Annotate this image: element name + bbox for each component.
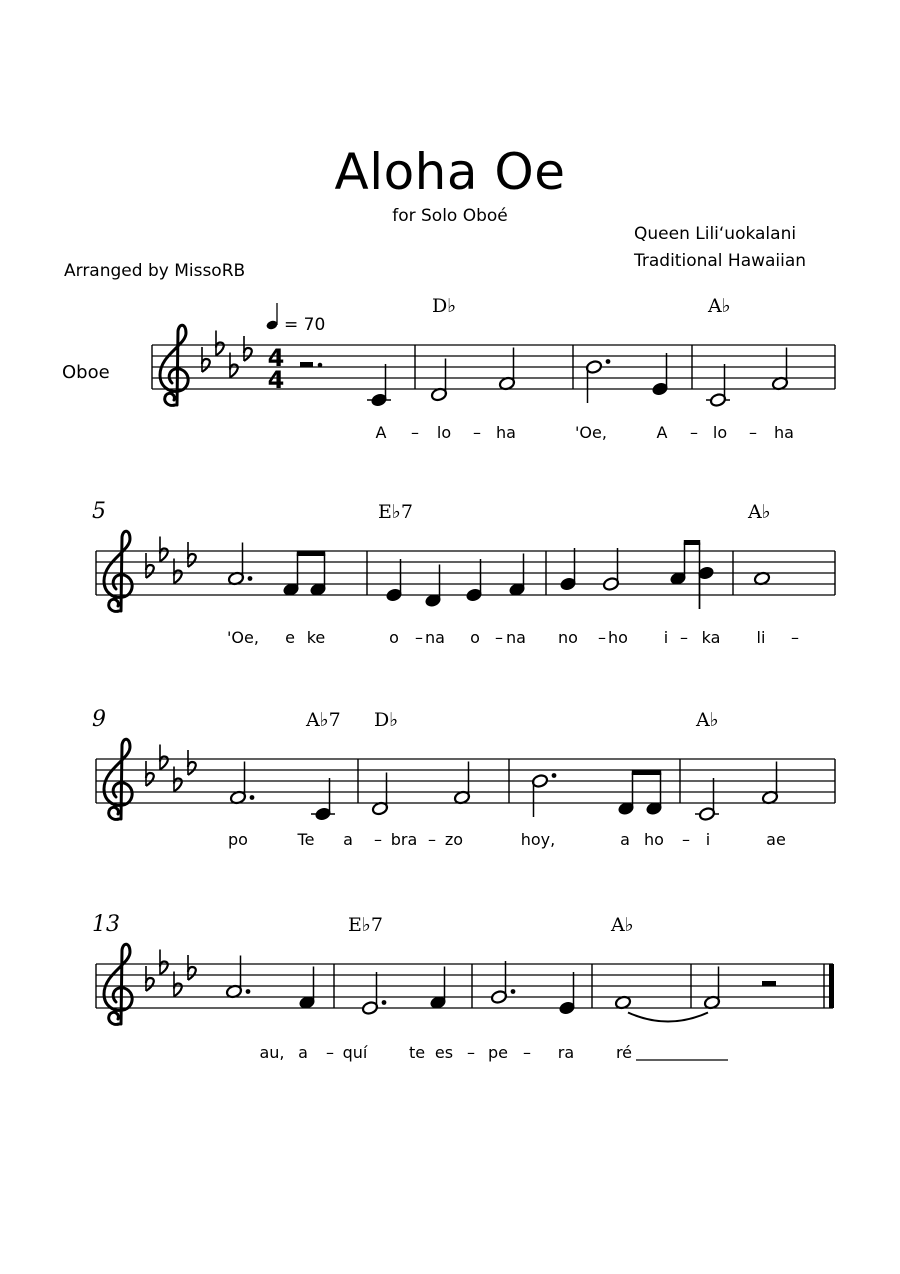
lyric-syllable: Te [297, 830, 315, 849]
lyric-syllable: i [663, 628, 669, 647]
lyric-syllable: a [298, 1043, 308, 1062]
flat-bowl [146, 773, 154, 786]
measure-number: 5 [92, 499, 106, 524]
lyric-syllable: – [523, 1043, 531, 1062]
measure-number: 13 [92, 912, 120, 937]
chord-symbol: A♭ [696, 709, 719, 731]
lyric-syllable: hoy, [520, 830, 556, 849]
lyric-syllable: quí [342, 1043, 368, 1062]
lyric-syllable: po [228, 830, 248, 849]
lyric-syllable: ae [766, 830, 786, 849]
lyric-syllable: – [326, 1043, 334, 1062]
flat-icon [216, 331, 224, 356]
lyric-syllable: lo [712, 423, 728, 442]
treble-clef-icon [160, 325, 188, 405]
flat-icon [202, 347, 210, 372]
lyric-syllable: ha [774, 423, 794, 442]
lyric-syllable: – [495, 628, 503, 647]
lyric-syllable: – [467, 1043, 475, 1062]
flat-bowl [202, 359, 210, 372]
lyric-syllable: – [791, 628, 799, 647]
treble-clef-stroke [160, 325, 188, 405]
tempo-marking [265, 303, 278, 331]
tie [628, 1013, 708, 1022]
arranger-credit: Arranged by MissoRB [64, 261, 246, 281]
lyric-syllable: 'Oe, [575, 423, 607, 442]
composer-line-2: Traditional Hawaiian [634, 251, 807, 271]
flat-icon [188, 750, 196, 775]
treble-clef-stroke [104, 531, 132, 611]
page-title: Aloha Oe [334, 143, 566, 201]
rest-icon [762, 981, 776, 986]
lyric-syllable: no [558, 628, 578, 647]
lyric-syllable: o [389, 628, 399, 647]
lyric-syllable: li [756, 628, 766, 647]
lyric-syllable: ke [306, 628, 326, 647]
flat-bowl [188, 967, 196, 980]
augmentation-dot [382, 1000, 387, 1005]
lyric-syllable: ha [496, 423, 516, 442]
lyric-syllable: lo [436, 423, 452, 442]
flat-icon [188, 955, 196, 980]
chord-symbol: A♭ [611, 914, 634, 936]
lyric-syllable: i [705, 830, 711, 849]
chord-symbol: E♭7 [378, 501, 413, 523]
composer-line-1: Queen Lili‘uokalani [634, 224, 797, 244]
flat-bowl [188, 762, 196, 775]
lyric-syllable: – [682, 830, 690, 849]
augmentation-dot [511, 989, 516, 994]
chord-symbol: A♭7 [306, 709, 341, 731]
measure-number: 9 [92, 707, 106, 732]
lyric-syllable: o [470, 628, 480, 647]
treble-clef-stroke [104, 944, 132, 1024]
flat-icon [146, 761, 154, 786]
lyric-syllable: ra [557, 1043, 575, 1062]
chord-symbol: D♭ [432, 295, 457, 317]
chord-symbol: D♭ [374, 709, 399, 731]
flat-icon [244, 336, 252, 361]
augmentation-dot [246, 989, 251, 994]
lyric-syllable: – [473, 423, 481, 442]
subtitle: for Solo Oboé [392, 206, 508, 226]
flat-bowl [146, 565, 154, 578]
lyric-syllable: a [343, 830, 353, 849]
flat-icon [160, 950, 168, 975]
flat-icon [160, 745, 168, 770]
augmentation-dot [606, 359, 611, 364]
lyric-syllable: A [375, 423, 387, 442]
lyric-syllable: A [656, 423, 668, 442]
treble-clef-icon [104, 944, 132, 1024]
chord-symbol: A♭ [708, 295, 731, 317]
treble-clef-icon [104, 531, 132, 611]
instrument-label: Oboe [62, 362, 110, 383]
flat-bowl [244, 348, 252, 361]
lyric-syllable: – [690, 423, 698, 442]
lyric-syllable: na [425, 628, 445, 647]
final-barline-icon [829, 964, 834, 1008]
time-signature-numerator: 4 [267, 344, 285, 372]
lyric-syllable: 'Oe, [227, 628, 259, 647]
lyric-syllable: – [428, 830, 436, 849]
lyric-syllable: es [434, 1043, 454, 1062]
augmentation-dot [552, 773, 557, 778]
flat-icon [160, 537, 168, 562]
lyric-syllable: na [506, 628, 526, 647]
time-signature-denominator: 4 [267, 366, 285, 394]
lyric-syllable: zo [444, 830, 464, 849]
rest-icon [300, 362, 313, 367]
flat-icon [188, 542, 196, 567]
augmentation-dot [318, 363, 323, 368]
flat-icon [146, 553, 154, 578]
lyric-syllable: ka [701, 628, 721, 647]
lyric-syllable: – [374, 830, 382, 849]
lyric-syllable: – [415, 628, 423, 647]
lyric-syllable: ho [644, 830, 664, 849]
lyric-syllable: – [680, 628, 688, 647]
lyric-syllable: te [408, 1043, 426, 1062]
flat-icon [146, 966, 154, 991]
lyric-syllable: ré [615, 1043, 633, 1062]
lyric-syllable: pe [488, 1043, 508, 1062]
lyric-syllable: a [620, 830, 630, 849]
flat-bowl [146, 978, 154, 991]
lyric-syllable: ho [608, 628, 628, 647]
flat-bowl [188, 554, 196, 567]
lyric-syllable: – [749, 423, 757, 442]
tempo-bpm: = 70 [284, 315, 326, 335]
augmentation-dot [250, 795, 255, 800]
lyric-syllable: – [598, 628, 606, 647]
lyric-syllable: bra [390, 830, 418, 849]
treble-clef-icon [104, 739, 132, 819]
augmentation-dot [248, 576, 253, 581]
chord-symbol: A♭ [748, 501, 771, 523]
lyric-syllable: au, [259, 1043, 285, 1062]
chord-symbol: E♭7 [348, 914, 383, 936]
treble-clef-stroke [104, 739, 132, 819]
lyric-syllable: – [411, 423, 419, 442]
lyric-syllable: e [285, 628, 295, 647]
